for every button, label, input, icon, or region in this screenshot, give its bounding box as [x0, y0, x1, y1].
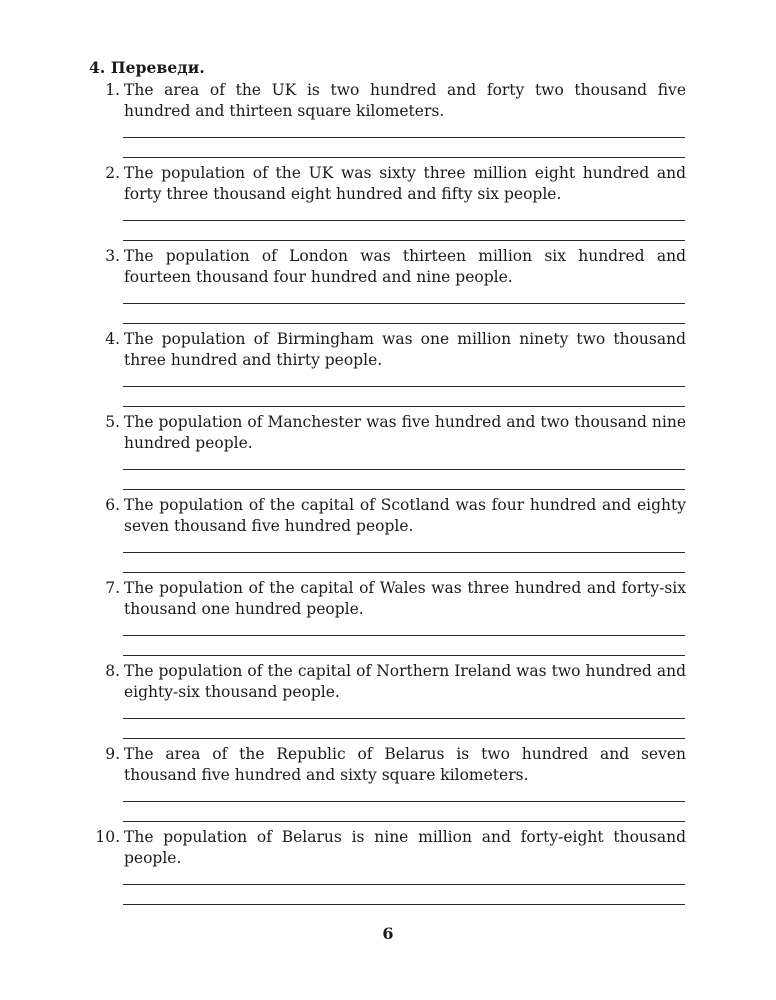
- answer-line[interactable]: [123, 157, 685, 158]
- answer-line[interactable]: [123, 655, 685, 656]
- item-number: 8.: [105, 662, 120, 680]
- item-number: 3.: [105, 247, 120, 265]
- answer-line[interactable]: [123, 801, 685, 802]
- answer-line[interactable]: [123, 821, 685, 822]
- answer-line[interactable]: [123, 137, 685, 138]
- answer-line[interactable]: [123, 489, 685, 490]
- sentence-to-translate: The population of the capital of Northern Ireland was two hundred and eighty-six thousand people.: [124, 662, 686, 701]
- item-number: 7.: [105, 579, 120, 597]
- answer-line[interactable]: [123, 884, 685, 885]
- sentence-to-translate: The population of Birmingham was one million ninety two thousand three hundred and thirty people.: [124, 330, 686, 369]
- item-number: 2.: [105, 164, 120, 182]
- task-heading: 4. Переведи.: [89, 58, 205, 77]
- sentence-to-translate: The population of the capital of Wales was three hundred and forty-six thousand one hundred people.: [124, 579, 686, 618]
- sentence-to-translate: The population of Manchester was five hundred and two thousand nine hundred people.: [124, 413, 686, 452]
- exercise-item-6: [0, 495, 776, 578]
- answer-line[interactable]: [123, 552, 685, 553]
- exercise-item-8: [0, 661, 776, 744]
- item-number: 5.: [105, 413, 120, 431]
- exercise-item-2: [0, 163, 776, 246]
- item-number: 10.: [95, 828, 120, 846]
- exercise-item-9: [0, 744, 776, 827]
- item-number: 9.: [105, 745, 120, 763]
- page-number: 6: [382, 924, 394, 943]
- sentence-to-translate: The population of the UK was sixty three million eight hundred and forty three thousand eight hundred and fifty six people.: [124, 164, 686, 203]
- item-number: 6.: [105, 496, 120, 514]
- answer-line[interactable]: [123, 386, 685, 387]
- answer-line[interactable]: [123, 904, 685, 905]
- exercise-item-1: [0, 80, 776, 163]
- answer-line[interactable]: [123, 323, 685, 324]
- exercise-item-4: [0, 329, 776, 412]
- answer-line[interactable]: [123, 240, 685, 241]
- answer-line[interactable]: [123, 303, 685, 304]
- exercise-item-3: [0, 246, 776, 329]
- exercise-item-10: [0, 827, 776, 910]
- answer-line[interactable]: [123, 738, 685, 739]
- exercise-list: [0, 80, 776, 910]
- sentence-to-translate: The area of the UK is two hundred and forty two thousand five hundred and thirteen square kilometers.: [124, 81, 686, 120]
- exercise-item-5: [0, 412, 776, 495]
- sentence-to-translate: The population of the capital of Scotland was four hundred and eighty seven thousand five hundred people.: [124, 496, 686, 535]
- answer-line[interactable]: [123, 220, 685, 221]
- answer-line[interactable]: [123, 718, 685, 719]
- answer-line[interactable]: [123, 469, 685, 470]
- sentence-to-translate: The area of the Republic of Belarus is two hundred and seven thousand five hundred and sixty square kilometers.: [124, 745, 686, 784]
- answer-line[interactable]: [123, 406, 685, 407]
- item-number: 4.: [105, 330, 120, 348]
- item-number: 1.: [105, 81, 120, 99]
- exercise-item-7: [0, 578, 776, 661]
- sentence-to-translate: The population of London was thirteen million six hundred and fourteen thousand four hundred and nine people.: [124, 247, 686, 286]
- sentence-to-translate: The population of Belarus is nine million and forty-eight thousand people.: [124, 828, 686, 867]
- answer-line[interactable]: [123, 572, 685, 573]
- answer-line[interactable]: [123, 635, 685, 636]
